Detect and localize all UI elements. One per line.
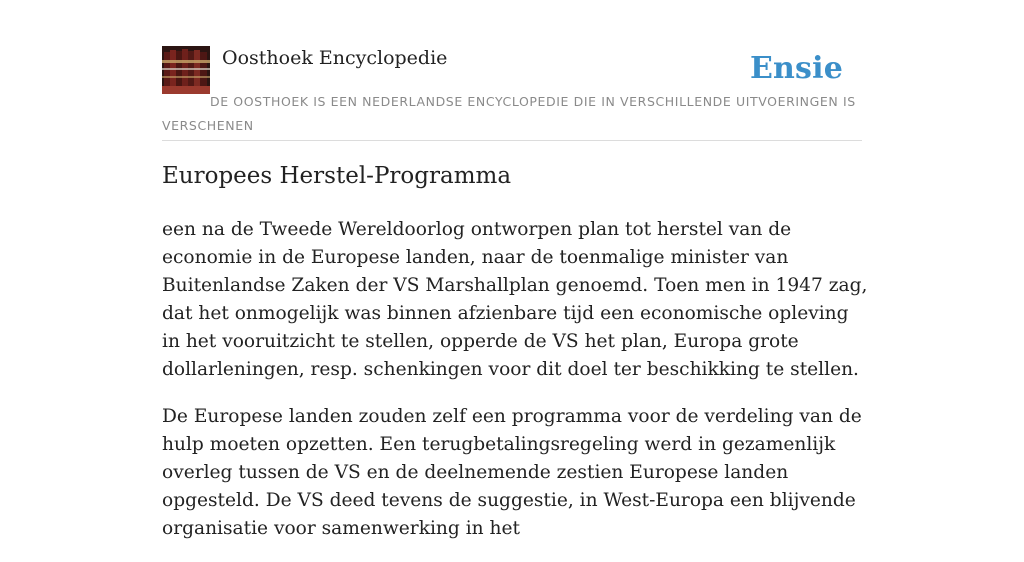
books-icon (162, 46, 210, 94)
source-name[interactable]: Oosthoek Encyclopedie (222, 47, 448, 69)
ensie-logo[interactable]: Ensie (749, 51, 843, 86)
article-paragraph: een na de Tweede Wereldoorlog ontworpen plan tot herstel van de economie in de Europese landen, naar de toenmalige minister van Buitenlandse Zaken der VS Marshallplan genoemd. Toen men in 1947 zag, dat het onmogelijk was binnen afzienbare tijd een economische opleving in het vooruitzicht te stellen, opperde de VS het plan, Europa grote dollarleningen, resp. schenkingen voor dit doel ter beschikking te stellen. (162, 219, 868, 380)
article-title: Europees Herstel-Programma (162, 163, 512, 189)
encyclopedia-books-avatar[interactable] (162, 46, 210, 94)
source-tagline: DE OOSTHOEK IS EEN NEDERLANDSE ENCYCLOPEDIE DIE IN VERSCHILLENDE UITVOERINGEN IS VERSCHENEN (162, 94, 856, 133)
site-header (162, 46, 862, 141)
article-paragraph: De Europese landen zouden zelf een programma voor de verdeling van de hulp moeten opzetten. Een terugbetalingsregeling werd in gezamenlijk overleg tussen de VS en de deelnemende zestien Europese landen opgesteld. De VS deed tevens de suggestie, in West-Europa een blijvende organisatie voor samenwerking in het (162, 406, 862, 539)
article-body (162, 216, 868, 562)
